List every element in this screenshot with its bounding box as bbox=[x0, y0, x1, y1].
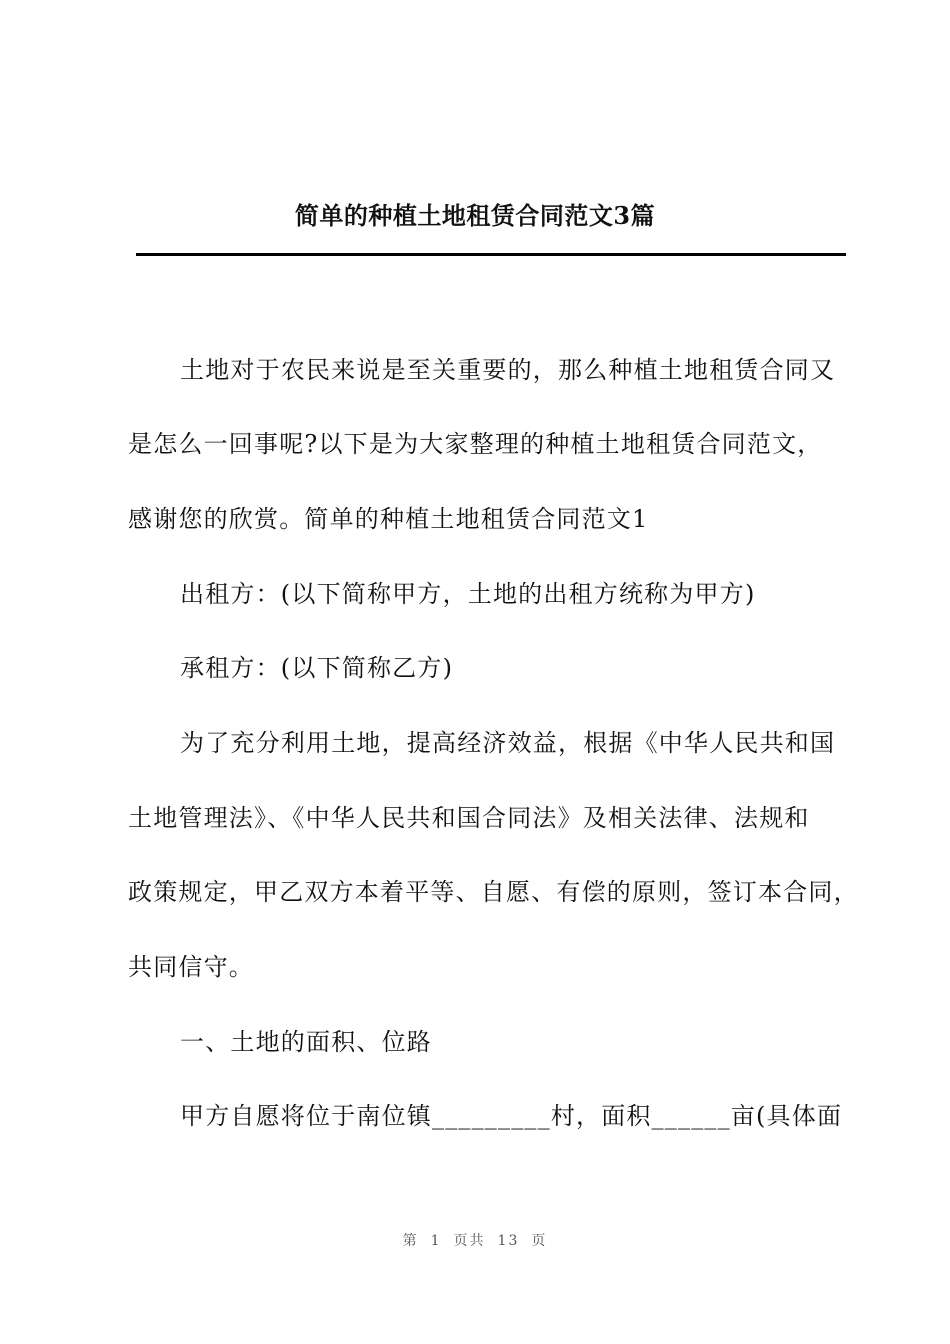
page-footer bbox=[0, 1230, 950, 1250]
total-pages-number: 13 bbox=[497, 1233, 520, 1249]
document-title: 简单的种植土地租赁合同范文3篇 bbox=[294, 201, 656, 230]
footer-mid: 页共 bbox=[453, 1233, 486, 1249]
footer-suffix: 页 bbox=[531, 1233, 548, 1249]
footer-prefix: 第 bbox=[402, 1233, 419, 1249]
body-line: 感谢您的欣赏。简单的种植土地租赁合同范文1 bbox=[128, 505, 649, 533]
body-line: 承租方：(以下简称乙方) bbox=[180, 654, 454, 682]
body-line: 为了充分利用土地，提高经济效益，根据《中华人民共和国 bbox=[180, 729, 836, 757]
body-line: 出租方：(以下简称甲方，土地的出租方统称为甲方) bbox=[180, 580, 756, 608]
body-line: 共同信守。 bbox=[128, 953, 254, 981]
body-line: 是怎么一回事呢?以下是为大家整理的种植土地租赁合同范文， bbox=[128, 430, 823, 458]
body-line: 土地对于农民来说是至关重要的，那么种植土地租赁合同又 bbox=[180, 356, 836, 384]
current-page-number: 1 bbox=[430, 1233, 442, 1249]
body-line: 土地管理法》、《中华人民共和国合同法》及相关法律、法规和 bbox=[128, 804, 810, 832]
title-underline bbox=[136, 253, 846, 256]
body-line: 甲方自愿将位于南位镇_________村，面积______亩(具体面 bbox=[180, 1102, 843, 1130]
section-heading: 一、土地的面积、位路 bbox=[180, 1028, 432, 1056]
body-line: 政策规定，甲乙双方本着平等、自愿、有偿的原则，签订本合同， bbox=[128, 878, 859, 906]
